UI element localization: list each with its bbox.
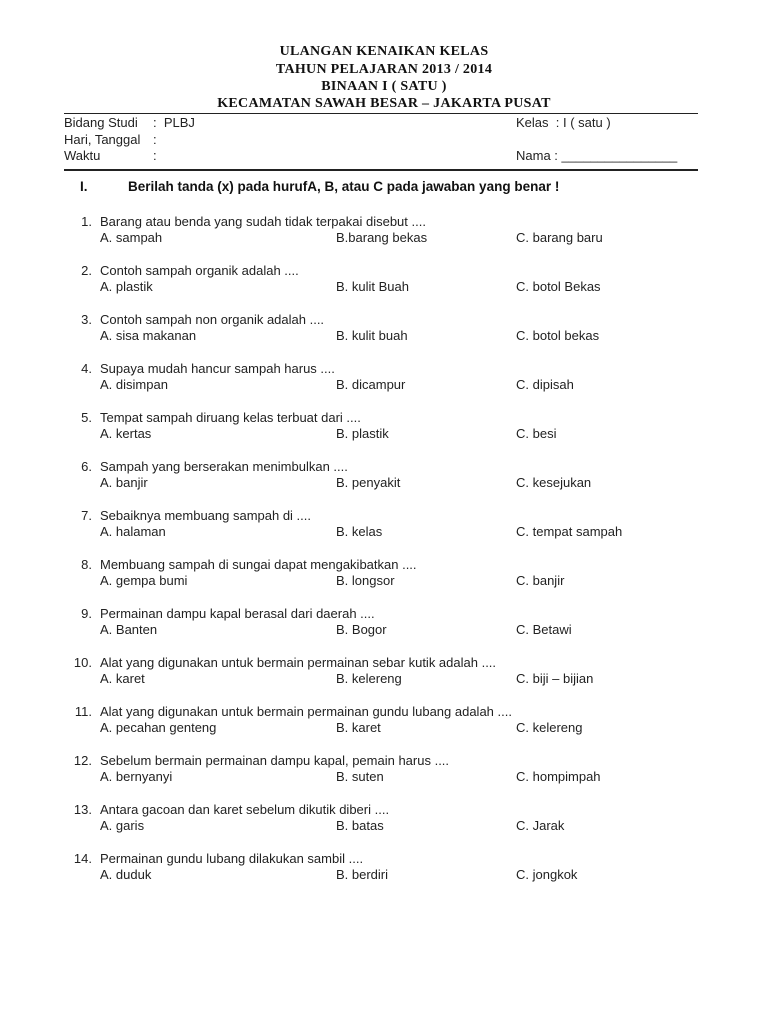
question-text: Contoh sampah non organik adalah .... [100, 312, 325, 327]
question-number: 10. [73, 655, 92, 670]
question-number: 2. [81, 263, 92, 278]
option-a: A. halaman [100, 524, 166, 539]
question-item [0, 508, 768, 544]
waktu-label: Waktu [64, 148, 101, 163]
question-text: Barang atau benda yang sudah tidak terpakai disebut .... [100, 214, 426, 229]
question-number: 1. [81, 214, 92, 229]
option-b: B. plastik [336, 426, 389, 441]
title-line-1: ULANGAN KENAIKAN KELAS [279, 44, 489, 59]
question-number: 13. [73, 802, 92, 817]
question-item [0, 361, 768, 397]
section-instruction: Berilah tanda (x) pada hurufA, B, atau C pada jawaban yang benar ! [128, 179, 560, 194]
question-text: Permainan gundu lubang dilakukan sambil .... [100, 851, 364, 866]
question-text: Sebaiknya membuang sampah di .... [100, 508, 312, 523]
question-number: 6. [81, 459, 92, 474]
option-c: C. dipisah [516, 377, 574, 392]
waktu-value: : [153, 148, 157, 163]
question-item [0, 704, 768, 740]
question-item [0, 214, 768, 250]
option-b: B. suten [336, 769, 384, 784]
question-item [0, 753, 768, 789]
option-a: A. sisa makanan [100, 328, 197, 343]
question-number: 11. [74, 704, 92, 719]
option-b: B. kelas [336, 524, 383, 539]
question-item [0, 312, 768, 348]
option-c: C. tempat sampah [516, 524, 623, 539]
option-b: B. batas [336, 818, 384, 833]
section-number: I. [80, 179, 88, 194]
option-b: B. longsor [336, 573, 395, 588]
option-a: A. karet [100, 671, 145, 686]
option-b: B.barang bekas [336, 230, 428, 245]
question-text: Sebelum bermain permainan dampu kapal, pemain harus .... [100, 753, 450, 768]
option-c: C. Betawi [516, 622, 572, 637]
question-item [0, 802, 768, 838]
question-text: Membuang sampah di sungai dapat mengakibatkan .... [100, 557, 417, 572]
question-item [0, 851, 768, 887]
question-number: 5. [81, 410, 92, 425]
question-text: Supaya mudah hancur sampah harus .... [100, 361, 335, 376]
option-a: A. Banten [100, 622, 158, 637]
option-a: A. duduk [100, 867, 152, 882]
option-b: B. dicampur [336, 377, 406, 392]
option-c: C. kelereng [516, 720, 583, 735]
option-b: B. kelereng [336, 671, 402, 686]
kelas-field: Kelas : I ( satu ) [516, 115, 611, 130]
question-number: 3. [81, 312, 92, 327]
question-item [0, 263, 768, 299]
question-text: Alat yang digunakan untuk bermain permainan gundu lubang adalah .... [100, 704, 512, 719]
bidang-studi-label: Bidang Studi [64, 115, 138, 130]
hari-tanggal-value: : [153, 132, 157, 147]
option-b: B. kulit Buah [336, 279, 409, 294]
question-item [0, 655, 768, 691]
option-c: C. barang baru [516, 230, 603, 245]
question-number: 8. [81, 557, 92, 572]
question-text: Alat yang digunakan untuk bermain permainan sebar kutik adalah .... [100, 655, 497, 670]
question-text: Antara gacoan dan karet sebelum dikutik diberi .... [100, 802, 390, 817]
option-a: A. kertas [100, 426, 152, 441]
question-text: Tempat sampah diruang kelas terbuat dari .... [100, 410, 361, 425]
nama-field: Nama : ________________ [516, 148, 678, 163]
question-number: 12. [73, 753, 92, 768]
option-b: B. Bogor [336, 622, 387, 637]
option-a: A. gempa bumi [100, 573, 188, 588]
option-a: A. sampah [100, 230, 163, 245]
option-c: C. besi [516, 426, 557, 441]
question-text: Permainan dampu kapal berasal dari daerah .... [100, 606, 375, 621]
option-a: A. disimpan [100, 377, 168, 392]
option-c: C. botol Bekas [516, 279, 601, 294]
question-text: Contoh sampah organik adalah .... [100, 263, 299, 278]
option-a: A. pecahan genteng [100, 720, 217, 735]
hari-tanggal-label: Hari, Tanggal [64, 132, 141, 147]
option-a: A. banjir [100, 475, 148, 490]
question-item [0, 557, 768, 593]
option-c: C. Jarak [516, 818, 565, 833]
option-b: B. penyakit [336, 475, 401, 490]
option-c: C. kesejukan [516, 475, 592, 490]
question-number: 14. [73, 851, 92, 866]
question-number: 9. [81, 606, 92, 621]
question-item [0, 606, 768, 642]
title-line-3: BINAAN I ( SATU ) [321, 79, 447, 94]
option-a: A. bernyanyi [100, 769, 173, 784]
option-b: B. karet [336, 720, 381, 735]
header-divider-top [64, 113, 698, 114]
title-line-4: KECAMATAN SAWAH BESAR – JAKARTA PUSAT [217, 96, 551, 111]
question-number: 4. [81, 361, 92, 376]
option-a: A. garis [100, 818, 145, 833]
title-line-2: TAHUN PELAJARAN 2013 / 2014 [275, 62, 493, 77]
header-divider-bottom [64, 169, 698, 171]
option-b: B. berdiri [336, 867, 389, 882]
question-number: 7. [81, 508, 92, 523]
bidang-studi-value: : PLBJ [153, 115, 195, 130]
option-c: C. botol bekas [516, 328, 600, 343]
option-a: A. plastik [100, 279, 153, 294]
option-c: C. biji – bijian [516, 671, 594, 686]
question-text: Sampah yang berserakan menimbulkan .... [100, 459, 348, 474]
option-c: C. hompimpah [516, 769, 601, 784]
option-c: C. banjir [516, 573, 565, 588]
option-b: B. kulit buah [336, 328, 408, 343]
question-item [0, 410, 768, 446]
option-c: C. jongkok [516, 867, 578, 882]
question-item [0, 459, 768, 495]
